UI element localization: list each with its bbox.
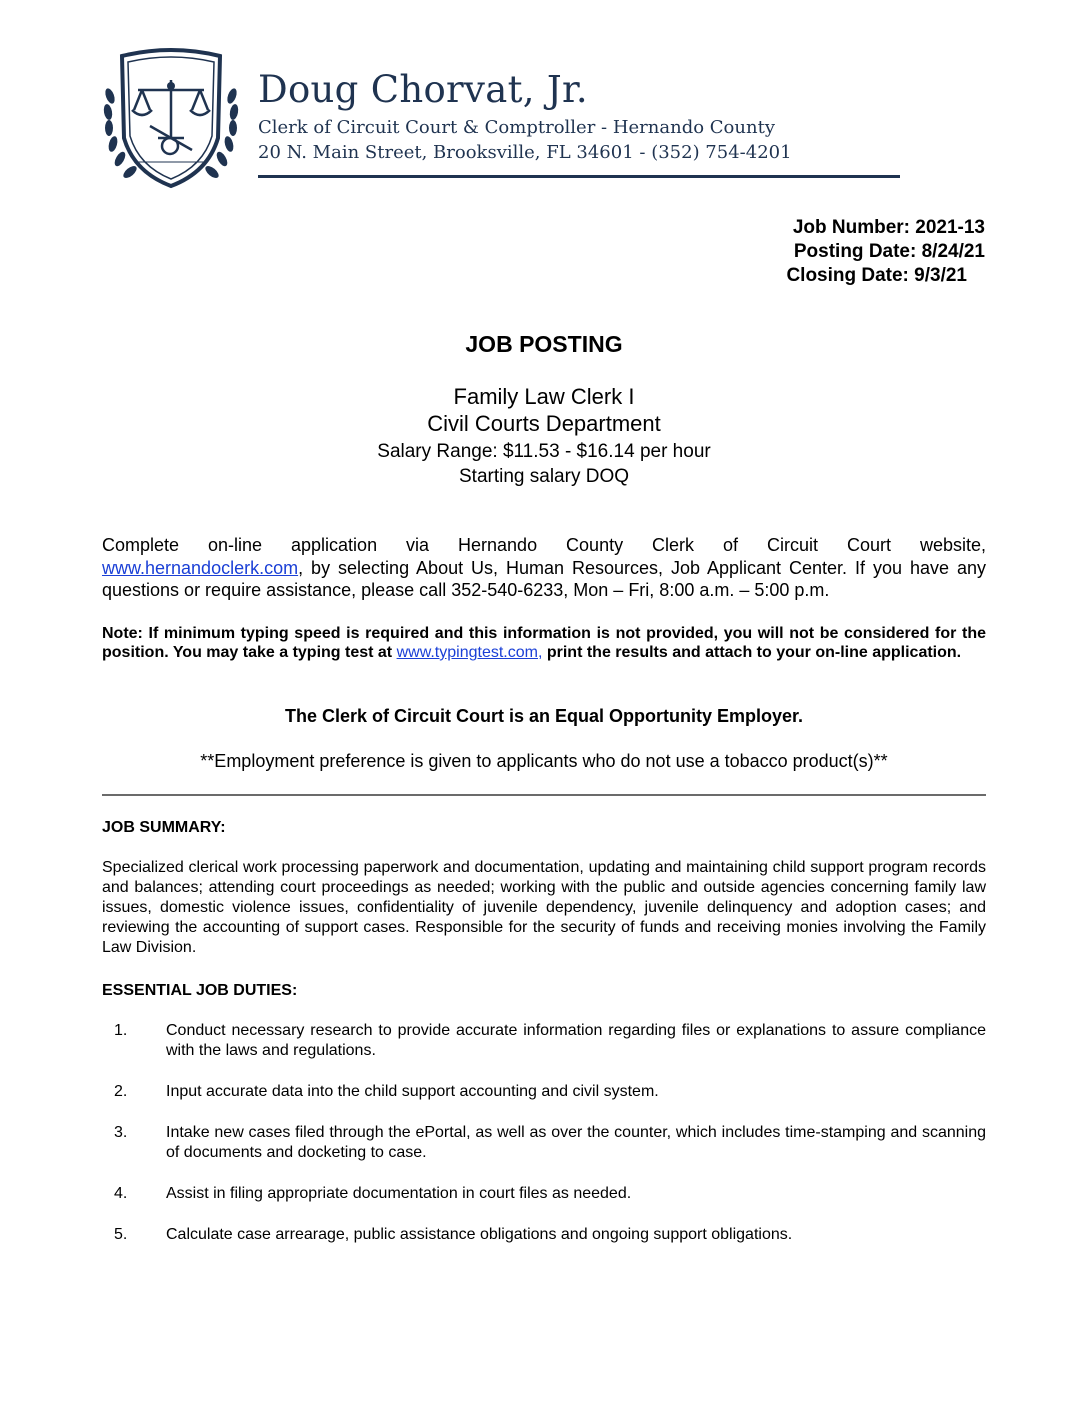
duty-number: 5. (114, 1226, 128, 1243)
essential-duties-heading: ESSENTIAL JOB DUTIES: (102, 982, 298, 999)
typing-note (102, 624, 986, 662)
position-title: Family Law Clerk I (453, 384, 635, 409)
clerk-name: Doug Chorvat, Jr. (258, 68, 588, 111)
section-divider (102, 794, 986, 796)
job-summary-text: Specialized clerical work processing paperwork and documentation, updating and maintaining child support program records and balances; attending court proceedings as needed; working with the public and outside agencies concerning family law issues, domestic violence issues, confidentiality of juvenile dependency, juvenile delinquency and adoption cases; and reviewing the accounting of support cases. Responsible for the security of funds and receiving monies involving the Family Law Division. (102, 859, 986, 956)
letterhead-divider (258, 175, 900, 178)
website-link[interactable]: www.hernandoclerk.com (102, 557, 299, 578)
duty-text: Assist in filing appropriate documentation in court files as needed. (166, 1185, 632, 1202)
posting-meta (786, 216, 985, 288)
tobacco-preference: **Employment preference is given to applicants who do not use a tobacco product(s)** (200, 751, 888, 771)
application-instructions (102, 534, 986, 602)
job-summary-heading: JOB SUMMARY: (102, 819, 226, 836)
duties-list (102, 1021, 986, 1266)
list-item (102, 1123, 986, 1163)
list-item (102, 1082, 986, 1102)
clerk-title: Clerk of Circuit Court & Comptroller - Hernando County (258, 117, 775, 138)
typing-test-link[interactable]: www.typingtest.com, (396, 644, 543, 661)
eeo-statement: The Clerk of Circuit Court is an Equal Opportunity Employer. (284, 706, 804, 726)
duty-text: Conduct necessary research to provide accurate information regarding files or explanations to assure compliance with the laws and regulations. (166, 1022, 986, 1059)
duty-text: Input accurate data into the child support accounting and civil system. (166, 1083, 659, 1100)
salary-range: Salary Range: $11.53 - $16.14 per hour (377, 441, 711, 462)
closing-date: Closing Date: 9/3/21 (786, 265, 967, 286)
note-text-1: Note: If minimum typing speed is required and this information is not provided, you will not be considered for the position. You may take a typing test at (102, 625, 986, 661)
duty-number: 4. (114, 1185, 128, 1202)
clerk-seal-logo (100, 46, 242, 192)
clerk-address: 20 N. Main Street, Brooksville, FL 34601 - (352) 754-4201 (258, 142, 792, 163)
posting-date: Posting Date: 8/24/21 (793, 241, 985, 262)
duty-text: Calculate case arrearage, public assistance obligations and ongoing support obligations. (166, 1226, 793, 1243)
duty-number: 3. (114, 1124, 128, 1141)
note-text-2: print the results and attach to your on-line application. (542, 644, 962, 661)
department: Civil Courts Department (427, 411, 661, 436)
list-item (102, 1021, 986, 1061)
duty-number: 2. (114, 1083, 128, 1100)
job-number: Job Number: 2021-13 (792, 217, 985, 238)
document-title: JOB POSTING (465, 331, 623, 357)
application-text-line1: Complete on-line application via Hernando County Clerk of Circuit Court website, (102, 535, 986, 555)
list-item (102, 1184, 986, 1204)
duty-text: Intake new cases filed through the ePortal, as well as over the counter, which includes time-stamping and scanning of documents and docketing to case. (166, 1124, 986, 1161)
application-text-line2: , by selecting About Us, Human Resources, Job Applicant Center. If you have any questions or require assistance, please call 352-540-6233, Mon – Fri, 8:00 a.m. – 5:00 p.m. (102, 557, 986, 600)
list-item (102, 1225, 986, 1245)
duty-number: 1. (114, 1022, 128, 1039)
starting-salary: Starting salary DOQ (459, 466, 629, 487)
